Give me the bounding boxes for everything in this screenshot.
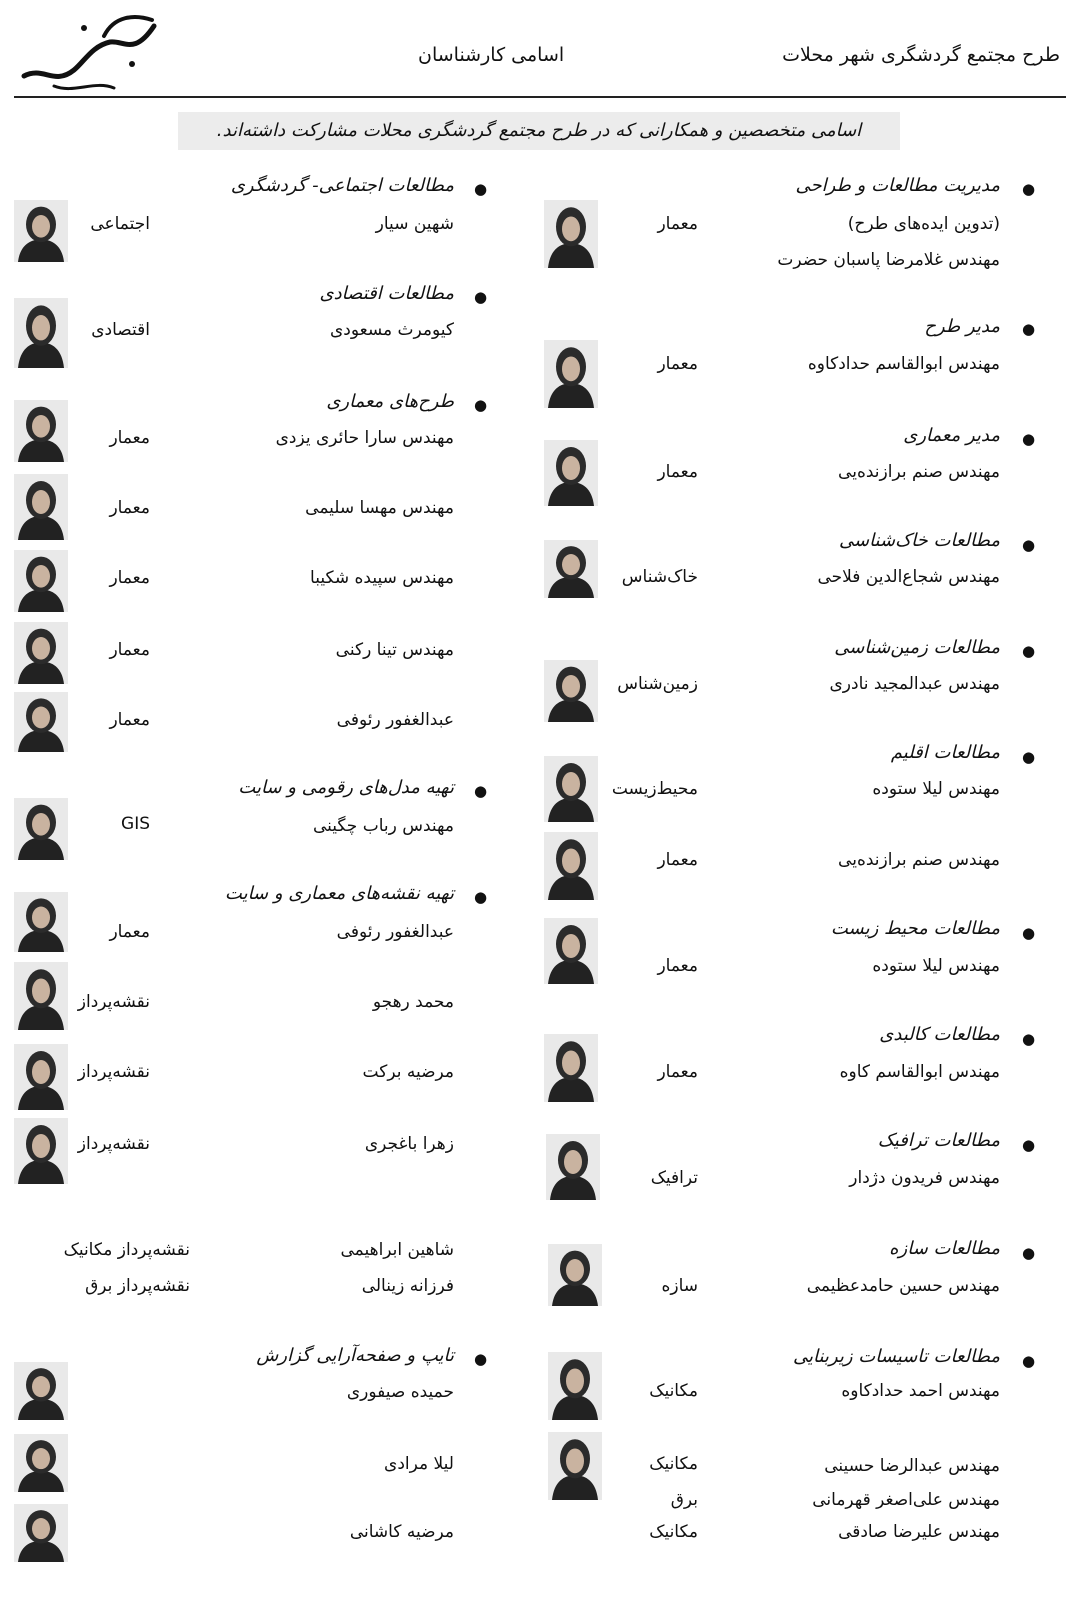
person-name: فرزانه زینالی (361, 1276, 454, 1296)
bullet: ● (1022, 1352, 1036, 1370)
person-name: مهندس احمد حدادکاوه (841, 1381, 1000, 1401)
section-heading: مطالعات اقلیم (890, 742, 1000, 763)
section-heading: مطالعات زمین‌شناسی (834, 637, 1000, 658)
person-name: مهندس صنم برازنده‌یی (838, 462, 1000, 482)
person-name: مهندس غلامرضا پاسبان حضرت (777, 250, 1000, 270)
person-role: محیط‌زیست (611, 779, 698, 799)
person-photo (544, 200, 598, 268)
person-role: نقشه‌پرداز (77, 1062, 150, 1082)
section-title: اسامی کارشناسان (418, 44, 565, 66)
person-photo (14, 200, 68, 262)
person-name: مهندس سپیده شکیبا (310, 568, 454, 588)
person-role: معمار (109, 640, 150, 660)
person-name: مهندس ابوالقاسم حدادکاوه (807, 354, 1000, 374)
person-name: شاهین ابراهیمی (340, 1240, 454, 1260)
person-photo (14, 962, 68, 1030)
bullet: ● (1022, 1136, 1036, 1154)
bullet: ● (1022, 180, 1036, 198)
person-photo (14, 1362, 68, 1420)
person-role: زمین‌شناس (617, 674, 698, 694)
bullet: ● (1022, 924, 1036, 942)
section-heading: تهیه مدل‌های رقومی و سایت (238, 777, 454, 798)
person-name: مهندس لیلا ستوده (872, 779, 1000, 799)
person-photo (546, 1134, 600, 1200)
person-role: معمار (109, 710, 150, 730)
person-photo (14, 798, 68, 860)
person-role: مکانیک (649, 1381, 698, 1401)
section-heading: مطالعات تاسیسات زیربنایی (793, 1346, 1000, 1367)
person-photo (14, 550, 68, 612)
person-name: مهندس علیرضا صادقی (838, 1522, 1000, 1542)
person-photo (14, 622, 68, 684)
person-role: معمار (657, 956, 698, 976)
bullet: ● (1022, 1030, 1036, 1048)
person-role: نقشه‌پرداز (77, 1134, 150, 1154)
person-role: معمار (657, 214, 698, 234)
person-name: مهندس لیلا ستوده (872, 956, 1000, 976)
bullet: ● (474, 888, 488, 906)
person-name: مهندس ابوالقاسم کاوه (839, 1062, 1000, 1082)
section-heading: مطالعات خاک‌شناسی (838, 530, 1000, 551)
person-role: برق (670, 1490, 698, 1510)
person-name: مهندس سارا حائری یزدی (275, 428, 454, 448)
person-photo (544, 660, 598, 722)
section-heading: مدیر معماری (903, 425, 1000, 446)
section-heading: تهیه نقشه‌های معماری و سایت (224, 883, 454, 904)
person-photo (14, 1118, 68, 1184)
person-role: اقتصادی (91, 320, 150, 340)
bullet: ● (474, 782, 488, 800)
person-role: مکانیک (649, 1522, 698, 1542)
person-photo (544, 340, 598, 408)
person-name: محمد رهجو (372, 992, 454, 1012)
section-heading: مطالعات محیط زیست (830, 918, 1000, 939)
bullet: ● (1022, 748, 1036, 766)
person-name: مهندس تینا رکنی (335, 640, 454, 660)
person-role: معمار (657, 462, 698, 482)
person-photo (14, 400, 68, 462)
bullet: ● (1022, 430, 1036, 448)
person-role: معمار (657, 354, 698, 374)
person-name: زهرا باغجری (364, 1134, 454, 1154)
person-role: مکانیک (649, 1454, 698, 1474)
bullet: ● (474, 180, 488, 198)
person-role: نقشه‌پرداز برق (85, 1276, 190, 1296)
section-heading: مدیریت مطالعات و طراحی (795, 175, 1000, 196)
section-heading: تایپ و صفحه‌آرایی گزارش (256, 1345, 454, 1366)
section-heading: طرح‌های معماری (326, 391, 454, 412)
person-name: مهندس صنم برازنده‌یی (838, 850, 1000, 870)
person-name: عبدالغفور رئوفی (336, 922, 454, 942)
person-photo (548, 1432, 602, 1500)
person-name: مهندس عبدالمجید نادری (829, 674, 1000, 694)
person-photo (548, 1244, 602, 1306)
person-name: مهندس فریدون دژدار (849, 1168, 1000, 1188)
person-photo (544, 756, 598, 822)
person-photo (14, 692, 68, 752)
header-rule (14, 96, 1066, 98)
person-name: مهندس شجاع‌الدین فلاحی (817, 567, 1000, 587)
person-name: شهین سیار (375, 214, 454, 234)
person-photo (544, 918, 598, 984)
section-heading: مطالعات ترافیک (877, 1130, 1000, 1151)
person-role: معمار (109, 498, 150, 518)
person-name: مهندس عبدالرضا حسینی (824, 1456, 1000, 1476)
section-heading: مدیر طرح (924, 316, 1000, 337)
person-name: مهندس علی‌اصغر قهرمانی (812, 1490, 1000, 1510)
bullet: ● (474, 1350, 488, 1368)
document-title: طرح مجتمع گردشگری شهر محلات (782, 44, 1060, 66)
person-name: مهندس حسین حامدعظیمی (806, 1276, 1000, 1296)
person-name: مهندس رباب چگینی (312, 816, 454, 836)
person-photo (14, 298, 68, 368)
person-photo (14, 474, 68, 540)
bullet: ● (474, 288, 488, 306)
person-name: مرضیه برکت (362, 1062, 454, 1082)
bullet: ● (1022, 1244, 1036, 1262)
person-photo (544, 540, 598, 598)
person-role: معمار (109, 922, 150, 942)
bullet: ● (1022, 320, 1036, 338)
section-heading: مطالعات اقتصادی (319, 283, 454, 304)
person-name: عبدالغفور رئوفی (336, 710, 454, 730)
person-role: سازه (661, 1276, 698, 1296)
person-role: خاک‌شناس (621, 567, 698, 587)
calligraphy-logo (14, 6, 164, 102)
person-name: مرضیه کاشانی (349, 1522, 454, 1542)
person-name: کیومرث مسعودی (329, 320, 454, 340)
intro-banner: اسامی متخصصین و همکارانی که در طرح مجتمع گردشگری محلات مشارکت داشته‌اند. (178, 112, 900, 150)
person-role: معمار (657, 850, 698, 870)
person-role: GIS (121, 814, 150, 834)
person-role: نقشه‌پرداز مکانیک (63, 1240, 190, 1260)
person-photo (544, 440, 598, 506)
person-photo (14, 892, 68, 952)
person-role: معمار (109, 428, 150, 448)
person-role: اجتماعی (90, 214, 150, 234)
person-photo (14, 1044, 68, 1110)
person-photo (544, 832, 598, 900)
person-name: مهندس مهسا سلیمی (305, 498, 454, 518)
person-role: معمار (109, 568, 150, 588)
person-role: نقشه‌پرداز (77, 992, 150, 1012)
section-heading: مطالعات سازه (889, 1238, 1000, 1259)
person-role: معمار (657, 1062, 698, 1082)
bullet: ● (1022, 536, 1036, 554)
section-heading: مطالعات کالبدی (879, 1024, 1000, 1045)
person-photo (14, 1434, 68, 1492)
person-name: حمیده صیفوری (346, 1382, 454, 1402)
bullet: ● (474, 396, 488, 414)
bullet: ● (1022, 642, 1036, 660)
section-subheading: (تدوین ایده‌های طرح) (847, 214, 1000, 234)
person-photo (544, 1034, 598, 1102)
person-photo (14, 1504, 68, 1562)
person-photo (548, 1352, 602, 1420)
person-role: ترافیک (650, 1168, 698, 1188)
person-name: لیلا مرادی (384, 1454, 454, 1474)
section-heading: مطالعات اجتماعی- گردشگری (230, 175, 454, 196)
